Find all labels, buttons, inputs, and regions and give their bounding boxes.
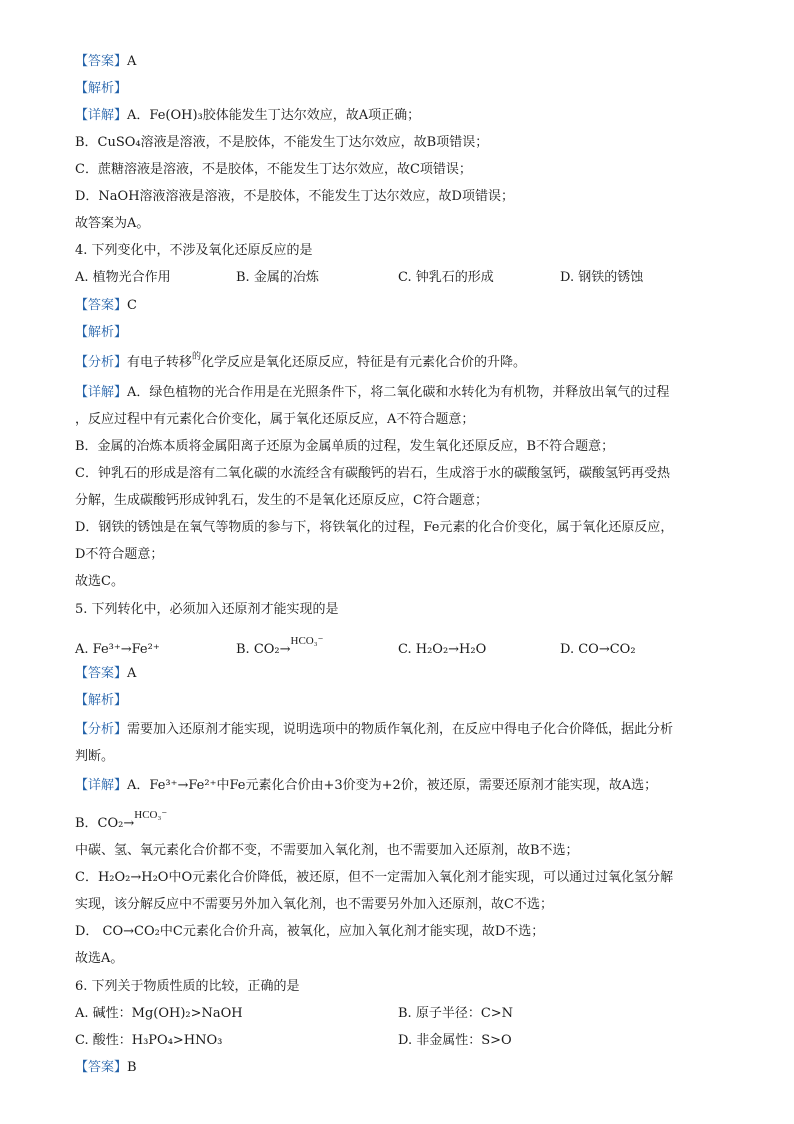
hco3-formula: HCO₃⁻	[134, 809, 168, 821]
q5-option-c: C. H₂O₂→H₂O	[398, 642, 487, 657]
q5-detail-a	[75, 777, 657, 795]
q5-option-a: A. Fe³⁺→Fe²⁺	[75, 642, 160, 657]
answer-tag: 【答案】	[75, 54, 128, 69]
hco3-formula: HCO₃⁻	[290, 635, 324, 647]
q6-answer	[75, 1059, 137, 1077]
q5-detail-b2: 中碳、氢、氧元素化合价都不变，不需要加入氧化剂，也不需要加入还原剂，故B不选；	[75, 843, 579, 858]
q4-option-d: D. 钢铁的锈蚀	[560, 270, 644, 285]
q4-detail-d2: D不符合题意；	[75, 547, 164, 562]
detail-text: A．Fe(OH)₃胶体能发生丁达尔效应，故A项正确；	[127, 108, 421, 123]
q3-analysis-tag: 【解析】	[75, 81, 128, 96]
q5-stem: 5. 下列转化中，必须加入还原剂才能实现的是	[75, 602, 339, 617]
answer-tag: 【答案】	[75, 298, 128, 313]
q4-analysis-tag: 【解析】	[75, 325, 128, 340]
q5-option-d: D. CO→CO₂	[560, 642, 636, 657]
q3-detail-d: D．NaOH溶液溶液是溶液，不是胶体，不能发生丁达尔效应，故D项错误；	[75, 189, 514, 204]
q4-detail-a1	[75, 384, 669, 402]
analyze-text: 需要加入还原剂才能实现，说明选项中的物质作氧化剂，在反应中得电子化合价降低，据此分析	[127, 722, 674, 737]
answer-value: A	[127, 666, 137, 681]
q4-detail-c2: 分解，生成碳酸钙形成钟乳石，发生的不是氧化还原反应，C符合题意；	[75, 493, 488, 508]
detail-tag: 【详解】	[75, 108, 128, 123]
detail-tag: 【详解】	[75, 778, 128, 793]
q4-conclusion: 故选C。	[75, 574, 124, 589]
q3-answer	[75, 53, 136, 71]
q4-detail-c1: C．钟乳石的形成是溶有二氧化碳的水流经含有碳酸钙的岩石，生成溶于水的碳酸氢钙，碳酸氢钙再受热	[75, 466, 670, 481]
q6-option-b: B. 原子半径：C>N	[398, 1006, 514, 1021]
q5-analysis-tag: 【解析】	[75, 693, 128, 708]
analyze-text-2: 化学反应是氧化还原反应，特征是有元素化合价的升降。	[201, 355, 527, 370]
analyze-tag: 【分析】	[75, 722, 128, 737]
q6-option-d: D. 非金属性：S>O	[398, 1033, 512, 1048]
answer-tag: 【答案】	[75, 666, 128, 681]
answer-tag: 【答案】	[75, 1060, 128, 1075]
q5-detail-d: D． CO→CO₂中C元素化合价升高，被氧化，应加入氧化剂才能实现，故D不选；	[75, 924, 545, 939]
q5-detail-b1	[75, 809, 168, 833]
analyze-de: 的	[192, 352, 202, 362]
q6-stem: 6. 下列关于物质性质的比较，正确的是	[75, 979, 300, 994]
answer-value: C	[127, 298, 137, 313]
q5-option-b-text: B. CO₂→	[236, 642, 291, 657]
q5-analyze-2: 判断。	[75, 749, 115, 764]
q3-detail-c: C．蔗糖溶液是溶液，不是胶体，不能发生丁达尔效应，故C项错误；	[75, 162, 472, 177]
q4-option-c: C. 钟乳石的形成	[398, 270, 494, 285]
detail-tag: 【详解】	[75, 385, 128, 400]
analyze-tag: 【分析】	[75, 355, 128, 370]
q4-detail-d1: D．钢铁的锈蚀是在氧气等物质的参与下，将铁氧化的过程，Fe元素的化合价变化，属于氧化还原反应，	[75, 520, 674, 535]
detail-b-text: B．CO₂→	[75, 816, 135, 831]
q5-conclusion: 故选A。	[75, 951, 124, 966]
answer-value: A	[127, 54, 137, 69]
detail-text: A．Fe³⁺→Fe²⁺中Fe元素化合价由+3价变为+2价，被还原，需要还原剂才能实现，故A选；	[127, 778, 658, 793]
q3-detail-b: B．CuSO₄溶液是溶液，不是胶体，不能发生丁达尔效应，故B项错误；	[75, 135, 489, 150]
answer-value: B	[127, 1060, 137, 1075]
q4-analyze	[75, 354, 526, 373]
q5-analyze-1	[75, 721, 673, 739]
analyze-text: 有电子转移	[127, 355, 193, 370]
q4-stem: 4. 下列变化中，不涉及氧化还原反应的是	[75, 243, 313, 258]
q5-detail-c2: 实现，该分解反应中不需要另外加入氧化剂，也不需要另外加入还原剂，故C不选；	[75, 897, 553, 912]
q6-option-c: C. 酸性：H₃PO₄>HNO₃	[75, 1033, 223, 1048]
detail-text: A．绿色植物的光合作用是在光照条件下，将二氧化碳和水转化为有机物，并释放出氧气的过程	[127, 385, 670, 400]
q4-option-b: B. 金属的冶炼	[236, 270, 319, 285]
q5-answer	[75, 665, 136, 683]
q5-option-b	[236, 635, 324, 659]
q4-option-a: A. 植物光合作用	[75, 270, 171, 285]
q5-detail-c1: C．H₂O₂→H₂O中O元素化合价降低，被还原，但不一定需加入氧化剂才能实现，可以通过过氧化氢分解	[75, 870, 674, 885]
q4-answer	[75, 297, 137, 315]
q4-detail-b: B．金属的冶炼本质将金属阳离子还原为金属单质的过程，发生氧化还原反应，B不符合题意；	[75, 439, 615, 454]
q4-detail-a2: ，反应过程中有元素化合价变化，属于氧化还原反应，A不符合题意；	[75, 412, 475, 427]
q3-detail-a	[75, 107, 420, 125]
q3-conclusion: 故答案为A。	[75, 216, 150, 231]
q6-option-a: A. 碱性：Mg(OH)₂>NaOH	[75, 1006, 243, 1021]
